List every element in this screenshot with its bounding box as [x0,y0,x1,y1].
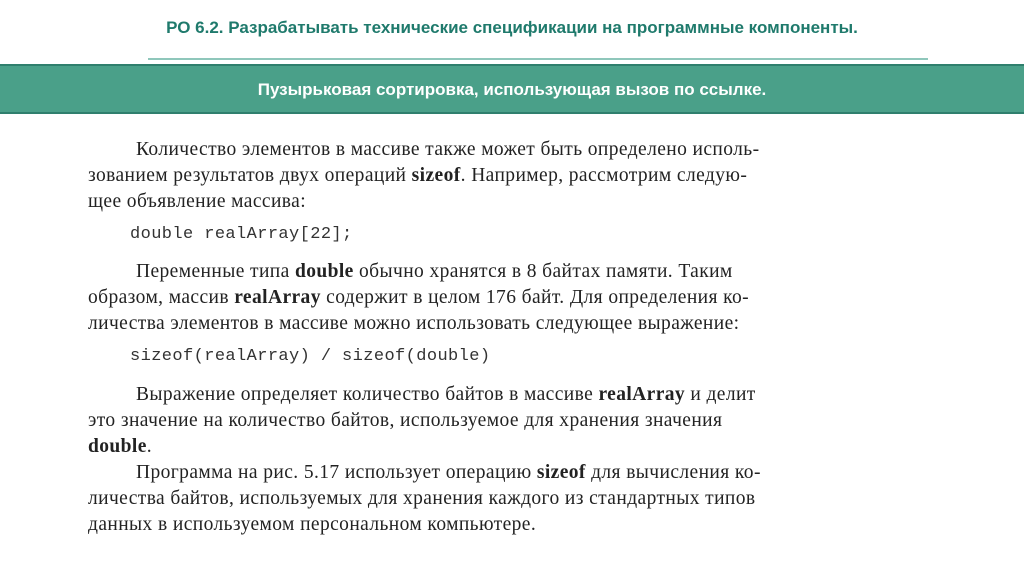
text-line [88,286,749,310]
text-line [136,138,759,162]
text-line [136,383,756,407]
keyword: realArray [234,287,321,308]
text-span: Переменные типа [136,261,295,282]
section-banner [0,64,1024,114]
text-line [88,312,739,336]
header-divider [148,58,928,60]
text-line [88,435,152,459]
banner-title: Пузырьковая сортировка, использующая вызов по ссылке. [257,80,767,99]
text-span: образом, массив [88,287,235,308]
keyword: sizeof [536,462,586,483]
header-title: РО 6.2. Разрабатывать технические спецификации на программные компоненты. [166,18,858,37]
text-span: и делит [685,384,756,405]
text-line [136,260,733,284]
code-snippet: double realArray[22]; [130,225,353,244]
keyword: sizeof [411,165,461,186]
text-line [88,190,306,214]
code-snippet: sizeof(realArray) / sizeof(double) [130,347,491,366]
text-span: личества элементов в массиве можно использовать следующее выражение: [88,313,740,334]
text-span: обычно хранятся в 8 байтах памяти. Таким [353,261,733,282]
text-span: содержит в целом 176 байт. Для определения ко- [320,287,750,308]
keyword: realArray [598,384,686,405]
text-line [136,461,761,485]
text-span: данных в используемом персональном компьютере. [88,514,537,535]
text-line [88,513,536,537]
text-span: зованием результатов двух операций [88,165,412,186]
text-span: . Например, рассмотрим следую- [460,165,748,186]
text-span: это значение на количество байтов, используемое для хранения значения [88,410,723,431]
text-span: личества байтов, используемых для хранения каждого из стандартных типов [88,488,756,509]
text-span: . [146,436,153,457]
text-span: Программа на рис. 5.17 использует операцию [136,462,537,483]
text-line [88,487,756,511]
text-span: щее объявление массива: [88,191,307,212]
keyword: double [294,261,354,282]
text-span: Выражение определяет количество байтов в массиве [136,384,599,405]
text-span: Количество элементов в массиве также может быть определено исполь- [136,139,760,160]
keyword: double [88,436,147,457]
text-line [88,164,747,188]
text-line [88,409,722,433]
text-span: для вычисления ко- [585,462,761,483]
